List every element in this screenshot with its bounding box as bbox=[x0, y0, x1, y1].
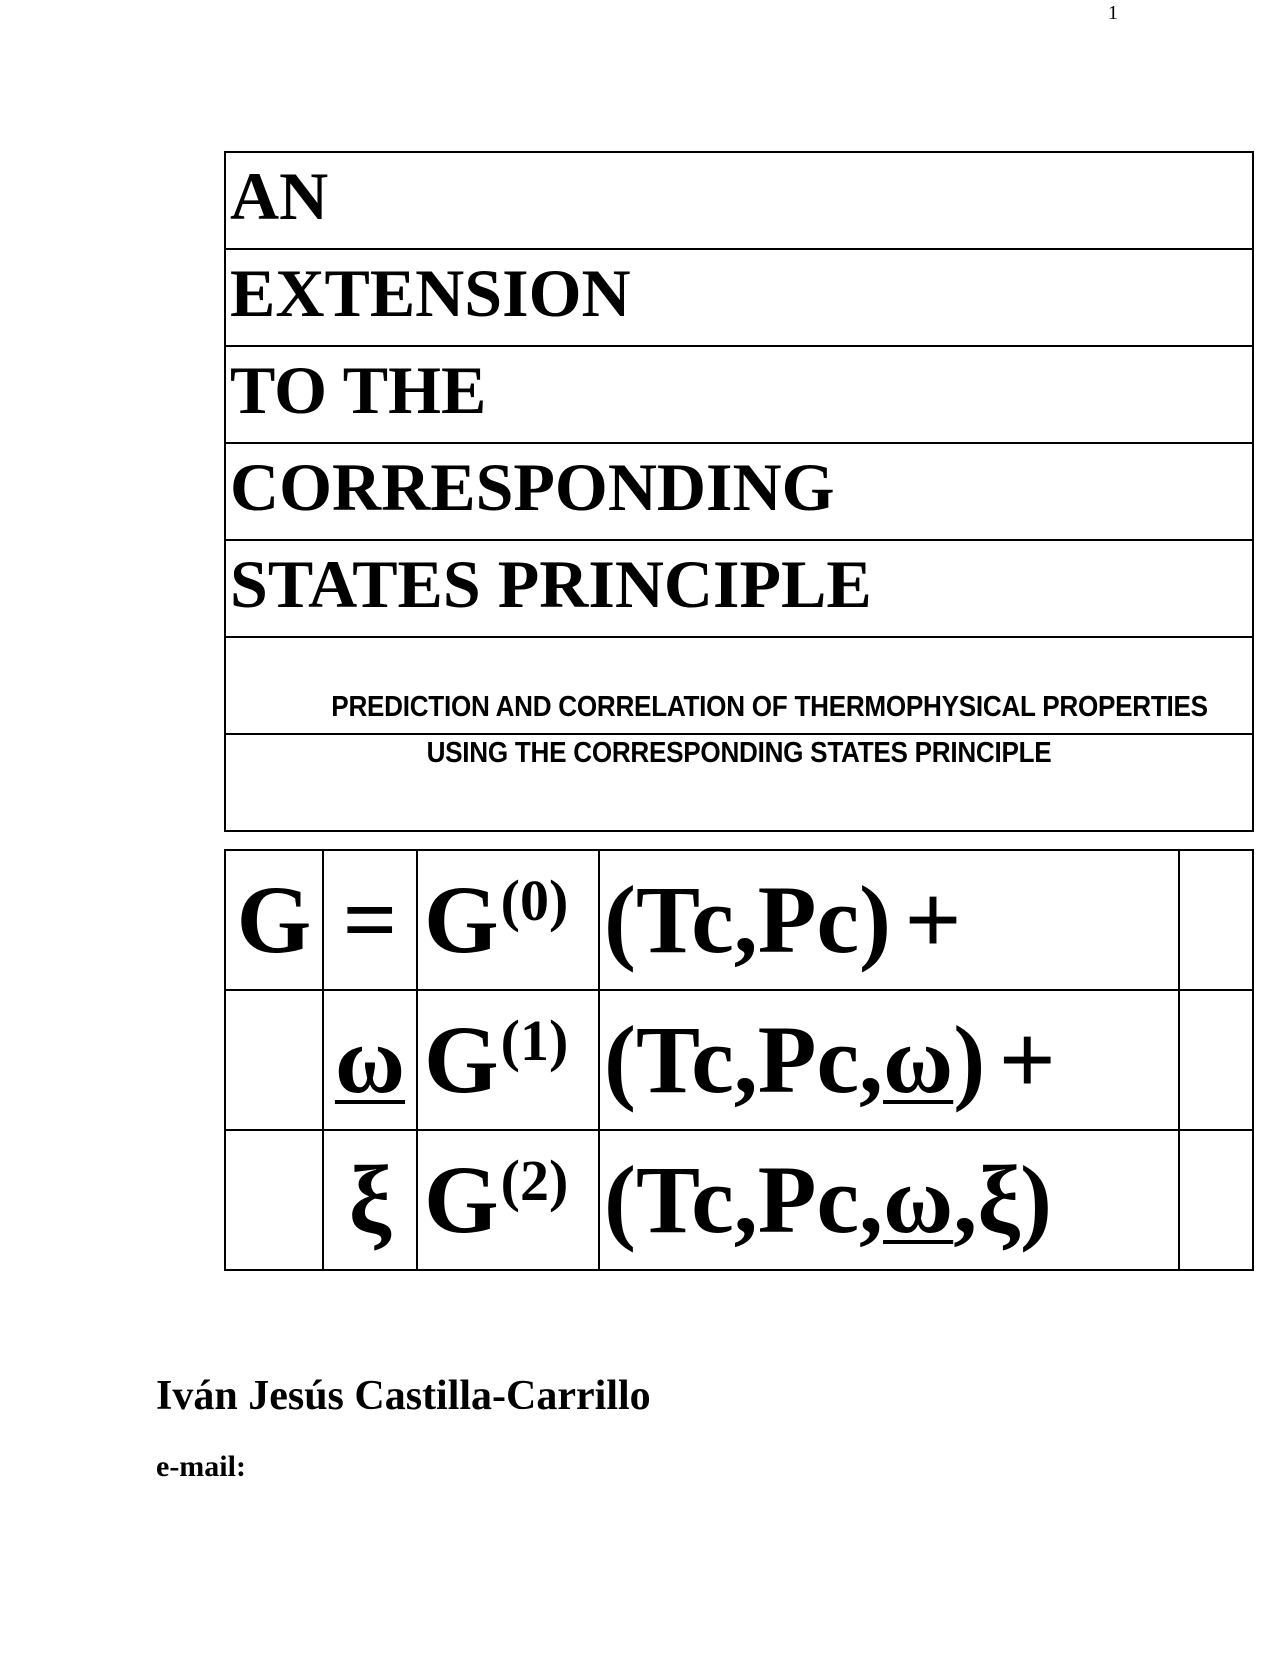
function-order: (1) bbox=[500, 1008, 569, 1074]
arguments-text: (Tc,Pc, bbox=[604, 1006, 884, 1113]
title-line-4: CORRESPONDING bbox=[230, 449, 835, 525]
equation-lhs: G bbox=[225, 850, 323, 990]
title-row bbox=[225, 249, 1253, 346]
subtitle-line-2: USING THE CORRESPONDING STATES PRINCIPLE bbox=[426, 737, 1052, 769]
equation-row bbox=[225, 850, 1253, 990]
equation-arguments bbox=[599, 990, 1179, 1130]
arguments-close: ) bbox=[953, 1006, 986, 1113]
subtitle-line-1: PREDICTION AND CORRELATION OF THERMOPHYSICAL PROPERTIES bbox=[331, 691, 1208, 723]
title-row bbox=[225, 540, 1253, 637]
equation-arguments bbox=[599, 850, 1179, 990]
arguments-text: (Tc,Pc, bbox=[604, 1146, 884, 1253]
equation-table bbox=[224, 849, 1254, 1271]
equation-empty-cell bbox=[1179, 850, 1253, 990]
title-line-2: EXTENSION bbox=[230, 255, 631, 331]
omega-argument: ω bbox=[883, 1146, 954, 1253]
subtitle-row bbox=[225, 637, 1253, 734]
omega-argument: ω bbox=[883, 1006, 954, 1113]
arguments-text: (Tc,Pc) bbox=[604, 866, 892, 973]
author-name: Iván Jesús Castilla-Carrillo bbox=[156, 1373, 651, 1419]
equation-empty-cell bbox=[1179, 990, 1253, 1130]
title-row bbox=[225, 346, 1253, 443]
function-symbol: G bbox=[424, 1146, 499, 1253]
title-cell bbox=[225, 540, 1253, 637]
subtitle-cell bbox=[225, 637, 1253, 734]
equation-function bbox=[417, 990, 599, 1130]
title-cell bbox=[225, 249, 1253, 346]
equation-arguments bbox=[599, 1130, 1179, 1270]
subtitle-cell bbox=[225, 734, 1253, 831]
page-number: 1 bbox=[1108, 2, 1118, 24]
function-order: (0) bbox=[500, 868, 569, 934]
subtitle-row bbox=[225, 734, 1253, 831]
function-symbol: G bbox=[424, 866, 499, 973]
equation-operator: = bbox=[323, 850, 417, 990]
equation-coefficient bbox=[323, 1130, 417, 1270]
title-line-3: TO THE bbox=[230, 352, 487, 428]
title-line-1: AN bbox=[230, 158, 329, 234]
xi-symbol: ξ bbox=[348, 1146, 392, 1253]
function-symbol: G bbox=[424, 1006, 499, 1113]
title-row bbox=[225, 152, 1253, 249]
function-order: (2) bbox=[500, 1148, 569, 1214]
equation-row bbox=[225, 1130, 1253, 1270]
equation-function bbox=[417, 1130, 599, 1270]
equation-lhs bbox=[225, 1130, 323, 1270]
equation-row bbox=[225, 990, 1253, 1130]
title-cell bbox=[225, 443, 1253, 540]
equation-lhs bbox=[225, 990, 323, 1130]
equation-function bbox=[417, 850, 599, 990]
title-row bbox=[225, 443, 1253, 540]
equation-empty-cell bbox=[1179, 1130, 1253, 1270]
plus-sign: + bbox=[999, 1006, 1056, 1113]
title-cell bbox=[225, 346, 1253, 443]
plus-sign: + bbox=[905, 866, 962, 973]
email-label: e-mail: bbox=[156, 1450, 246, 1483]
arguments-close: ,ξ) bbox=[953, 1146, 1052, 1253]
title-table bbox=[224, 151, 1254, 832]
omega-symbol: ω bbox=[334, 1006, 406, 1113]
title-line-5: STATES PRINCIPLE bbox=[230, 546, 872, 622]
title-cell bbox=[225, 152, 1253, 249]
equation-coefficient bbox=[323, 990, 417, 1130]
